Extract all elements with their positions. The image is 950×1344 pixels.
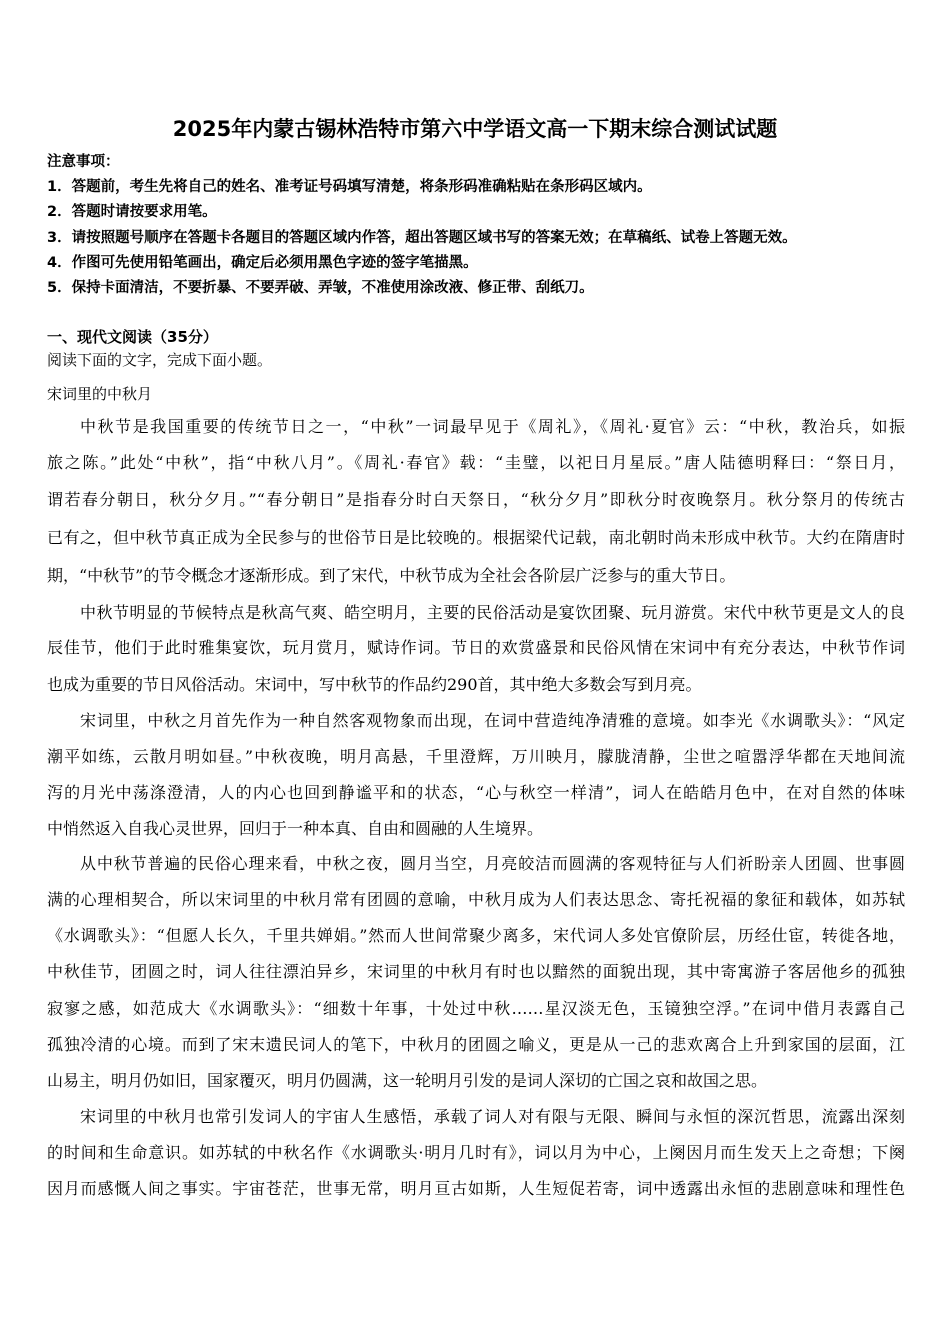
note-item: 2．答题时请按要求用笔。 (47, 204, 217, 221)
note-item: 3．请按照题号顺序在答题卡各题目的答题区域内作答，超出答题区域书写的答案无效；在草稿纸、试卷上答题无效。 (47, 229, 797, 246)
paragraph-line: 宋词里的中秋月也常引发词人的宇宙人生感悟，承载了词人对有限与无限、瞬间与永恒的深沉哲思，流露出深刻 (80, 1107, 905, 1126)
paragraph-line: 宋词里，中秋之月首先作为一种自然客观物象而出现，在词中营造纯净清雅的意境。如李光《水调歌头》：“风定 (80, 711, 905, 730)
paragraph-line: 期，“中秋节”的节令概念才逐渐形成。到了宋代，中秋节成为全社会各阶层广泛参与的重大节日。 (47, 566, 736, 585)
paragraph-line: 旅之陈。”此处“中秋”，指“中秋八月”。《周礼·春官》载：“圭璧，以祀日月星辰。”唐人陆德明释曰：“祭日月， (47, 453, 905, 472)
paragraph-line: 满的心理相契合，所以宋词里的中秋月常有团圆的意喻，中秋月成为人们表达思念、寄托祝福的象征和载体，如苏轼 (47, 890, 905, 909)
exam-title: 2025年内蒙古锡林浩特市第六中学语文高一下期末综合测试试题 (172, 117, 778, 141)
paragraph-line: 孤独冷清的心境。而到了宋末遗民词人的笔下，中秋月的团圆之喻义，更是从一己的悲欢离合上升到家国的层面，江 (47, 1035, 905, 1054)
note-item: 1．答题前，考生先将自己的姓名、准考证号码填写清楚，将条形码准确粘贴在条形码区域内。 (47, 179, 652, 196)
reading-instruction: 阅读下面的文字，完成下面小题。 (47, 351, 273, 369)
paragraph-line: 中秋节明显的节候特点是秋高气爽、皓空明月，主要的民俗活动是宴饮团聚、玩月游赏。宋代中秋节更是文人的良 (80, 603, 905, 622)
notes-block (47, 150, 917, 301)
note-item: 5．保持卡面清洁，不要折暴、不要弄破、弄皱，不准使用涂改液、修正带、刮纸刀。 (47, 280, 594, 297)
paragraph-line: 中秋佳节，团圆之时，词人往往漂泊异乡，宋词里的中秋月有时也以黯然的面貌出现，其中寄寓游子客居他乡的孤独 (47, 962, 905, 981)
paragraph-line: 《水调歌头》：“但愿人长久，千里共婵娟。”然而人世间常聚少离多，宋代词人多处官僚阶层，历经仕宦，转徙各地， (47, 926, 905, 945)
paragraph-line: 潮平如练，云散月明如昼。”中秋夜晚，明月高悬，千里澄辉，万川映月，朦胧清静，尘世之喧嚣浮华都在天地间流 (47, 747, 905, 766)
paragraph-line: 因月而感慨人间之事实。宇宙苍茫，世事无常，明月亘古如斯，人生短促若寄，词中透露出永恒的悲剧意味和理性色 (47, 1179, 905, 1198)
note-item: 4．作图可先使用铅笔画出，确定后必须用黑色字迹的签字笔描黑。 (47, 254, 478, 271)
paragraph-line: 中悄然返入自我心灵世界，回归于一种本真、自由和圆融的人生境界。 (47, 819, 544, 838)
paragraph-line: 中秋节是我国重要的传统节日之一，“中秋”一词最早见于《周礼》，《周礼·夏官》云：“中秋，教治兵，如振 (80, 417, 905, 436)
article-title: 宋词里的中秋月 (47, 385, 153, 403)
paragraph-line: 已有之，但中秋节真正成为全民参与的世俗节日是比较晚的。根据梁代记载，南北朝时尚未形成中秋节。大约在隋唐时 (47, 528, 905, 547)
paragraph-line: 寂寥之感，如范成大《水调歌头》：“细数十年事，十处过中秋……星汉淡无色，玉镜独空浮。”在词中借月表露自己 (47, 999, 905, 1018)
paragraph-line: 谓若春分朝日，秋分夕月。”“春分朝日”是指春分时白天祭日，“秋分夕月”即秋分时夜晚祭月。秋分祭月的传统古 (47, 490, 905, 509)
paragraph-line: 山易主，明月仍如旧，国家覆灭，明月仍圆满，这一轮明月引发的是词人深切的亡国之哀和故国之思。 (47, 1071, 768, 1090)
paragraph-line: 辰佳节，他们于此时雅集宴饮，玩月赏月，赋诗作词。节日的欢赏盛景和民俗风情在宋词中有充分表达，中秋节作词 (47, 638, 905, 657)
paragraph-line: 的时间和生命意识。如苏轼的中秋名作《水调歌头·明月几时有》，词以月为中心，上阕因月而生发天上之奇想；下阕 (47, 1143, 905, 1162)
section-heading: 一、现代文阅读（35分） (47, 328, 218, 346)
notes-heading: 注意事项： (47, 154, 120, 170)
paragraph-line: 泻的月光中荡涤澄清，人的内心也回到静谧平和的状态，“心与秋空一样清”，词人在皓皓月色中，在对自然的体味 (47, 783, 905, 802)
paragraph-line: 从中秋节普遍的民俗心理来看，中秋之夜，圆月当空，月亮皎洁而圆满的客观特征与人们祈盼亲人团圆、世事圆 (80, 854, 905, 873)
paragraph-line: 也成为重要的节日风俗活动。宋词中，写中秋节的作品约290首，其中绝大多数会写到月亮。 (47, 675, 702, 694)
